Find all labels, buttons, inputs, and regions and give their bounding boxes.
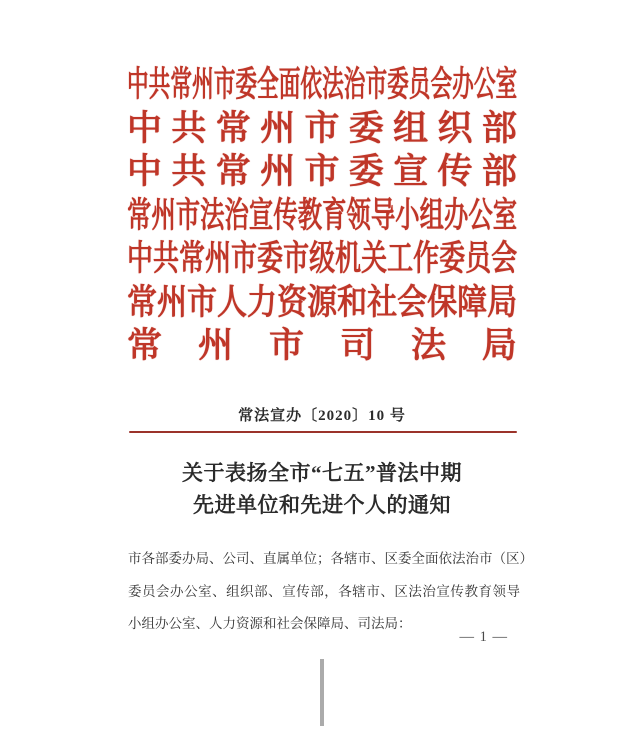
document-title (0, 458, 644, 521)
body-line: 市各部委办局、公司、直属单位；各辖市、区委全面依法治市（区） (128, 551, 533, 566)
body-line: 小组办公室、人力资源和社会保障局、司法局： (128, 616, 412, 631)
scan-artifact-bar (320, 659, 324, 726)
letterhead-org-line: 中 共 常 州 市 委 市 级 机 关 工 作 委 员 会 (127, 239, 518, 279)
letterhead-org-line: 常 州 市 司 法 局 (127, 326, 517, 366)
page-number: — 1 — (459, 629, 508, 645)
letterhead-org-line: 中 共 常 州 市 委 全 面 依 法 治 市 委 员 会 办 公 室 (127, 65, 518, 105)
document-title-line1: 关于表扬全市“七五”普法中期 (182, 461, 462, 485)
body-line: 委员会办公室、组织部、宣传部，各辖市、区法治宣传教育领导 (128, 583, 520, 599)
document-number: 常法宣办〔2020〕10 号 (238, 408, 406, 424)
document-title-line2: 先进单位和先进个人的通知 (193, 492, 451, 517)
letterhead-org-line: 中 共 常 州 市 委 组 织 部 (127, 108, 517, 148)
letterhead-org-line: 常 州 市 人 力 资 源 和 社 会 保 障 局 (127, 282, 518, 322)
document-body (128, 543, 533, 641)
letterhead-divider-rule (129, 431, 517, 433)
letterhead-org-block (127, 63, 517, 368)
letterhead-org-line: 常 州 市 法 治 宣 传 教 育 领 导 小 组 办 公 室 (127, 195, 518, 235)
letterhead-org-line: 中 共 常 州 市 委 宣 传 部 (127, 152, 517, 192)
